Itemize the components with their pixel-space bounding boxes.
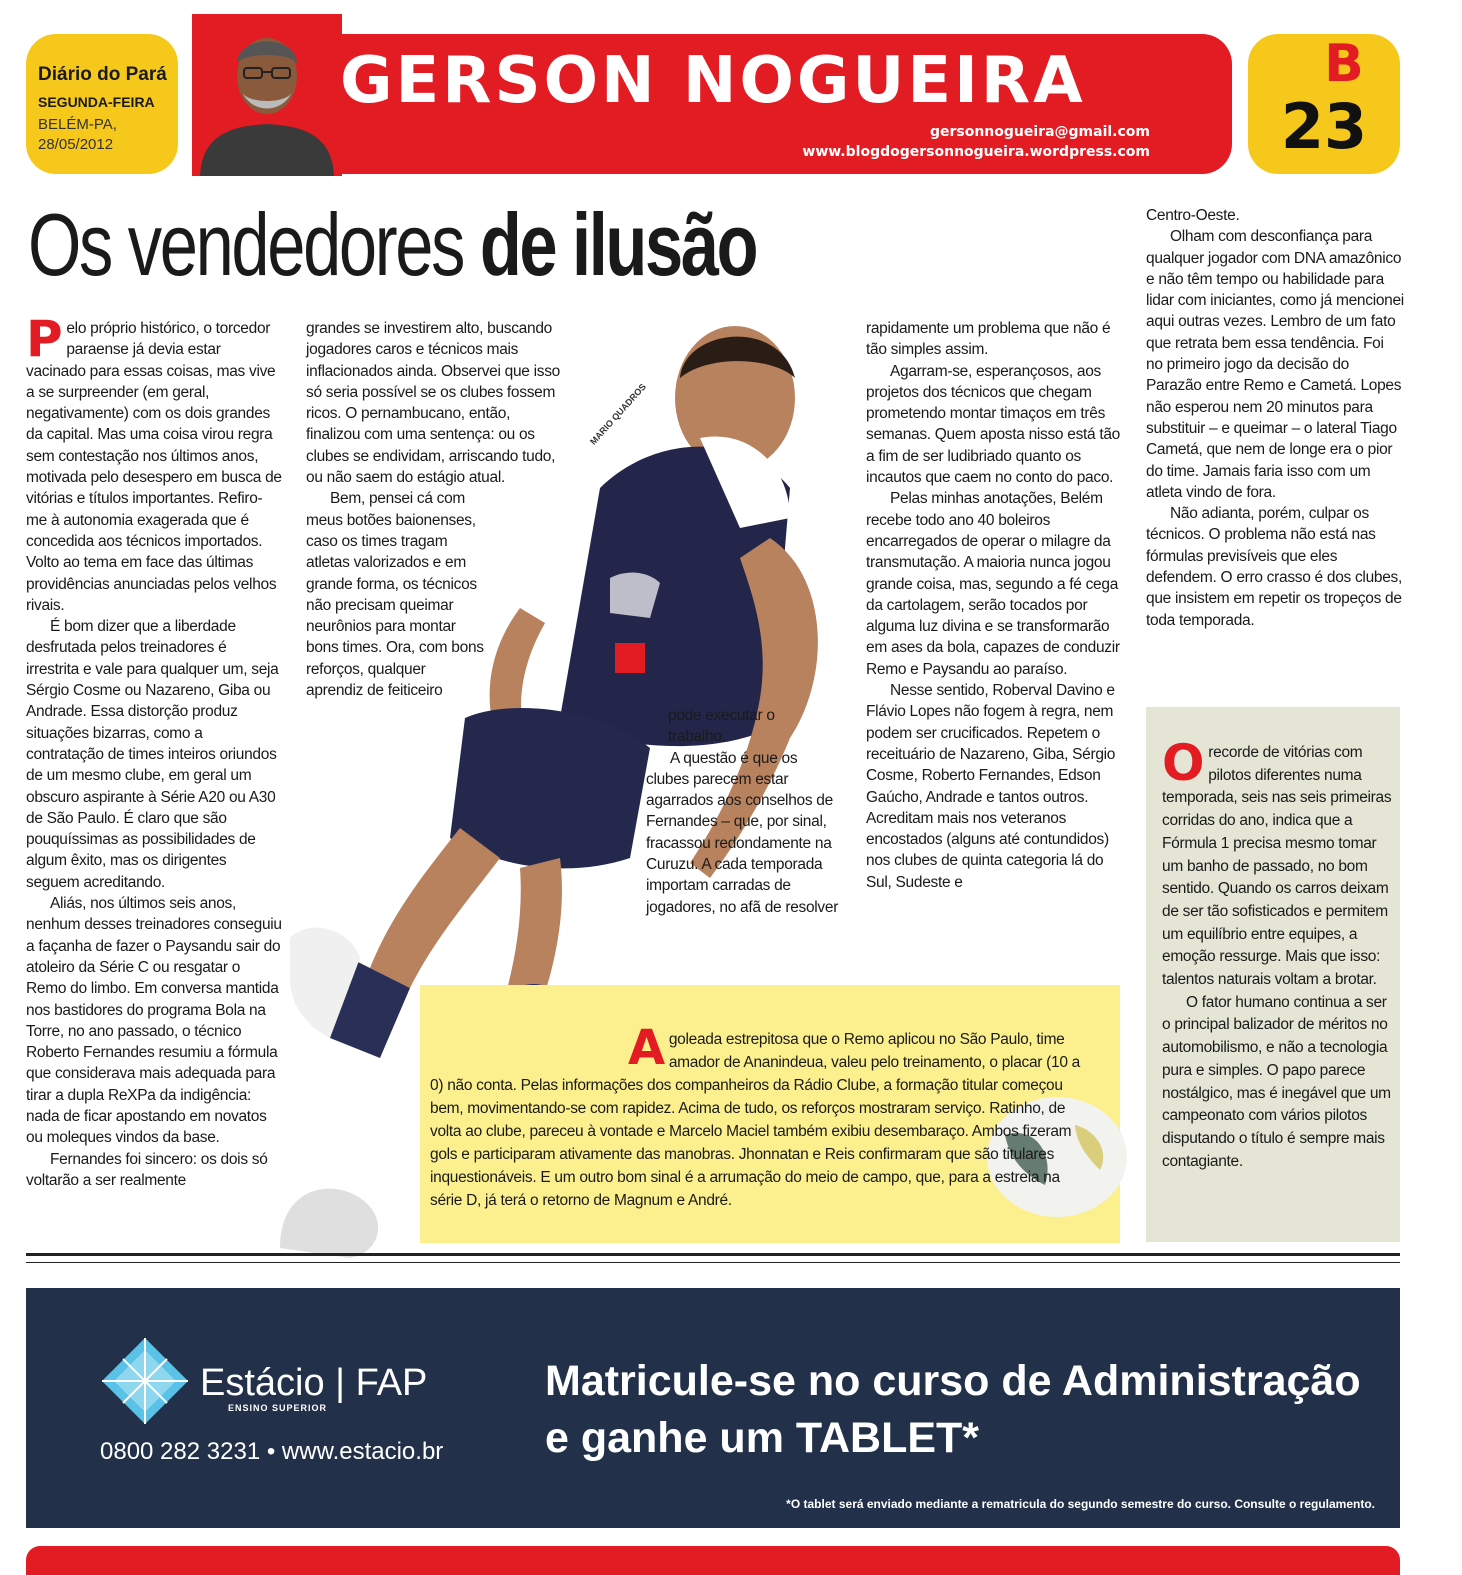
article-column-3: [866, 318, 1122, 893]
article-column-1: [26, 310, 282, 1191]
article-paragraph: Bem, pensei cá com meus botões baionenses, caso os times tragam atletas valorizados e em grande forma, os técnicos não precisam queimar neurônios para montar bons times. Ora, com bons reforços, qualquer aprendiz de feiticeiro: [306, 490, 484, 700]
article-column-2: [306, 318, 566, 701]
columnist-name: GERSON NOGUEIRA: [340, 44, 1086, 118]
divider-rule: [26, 1262, 1400, 1263]
article-paragraph: Fernandes foi sincero: os dois só voltarão a ser realmente: [26, 1150, 268, 1189]
page-number: 23: [1280, 90, 1368, 163]
estacio-logo-icon: [100, 1336, 190, 1426]
header-dateline-box: [26, 34, 178, 174]
article-column-2-continued: [646, 705, 846, 918]
ad-contact[interactable]: 0800 282 3231 • www.estacio.br: [100, 1438, 444, 1465]
article-paragraph: Pelo próprio histórico, o torcedor paraense já devia estar vacinado para essas coisas, mas vive a se surpreender (em geral, negativamente) com os dois grandes da capital. Mas uma coisa virou regra sem contestação nos últimos anos, motivada pelo desespero em busca de vitórias e títulos importantes. Refiro-me à autonomia exagerada que é concedida aos técnicos importados. Volto ao tema em face das últimas providências anunciadas pelos velhos rivais.: [26, 310, 282, 614]
article-paragraph: Nesse sentido, Roberval Davino e Flávio Lopes não fogem à regra, nem podem ser crucificados. Repetem o receituário de Nazareno, Giba, Sérgio Cosme, Roberto Fernandes, Edson Gaúcho, Andrade e tantos outros. Acreditam mais nos veteranos encostados (alguns até contundidos) nos clubes de quinta categoria lá do Sul, Sudeste e: [866, 682, 1116, 891]
article-paragraph: É bom dizer que a liberdade desfrutada pelos treinadores é irrestrita e vale para qualquer um, seja Sérgio Cosme ou Nazareno, Giba ou Andrade. Essa distorção produz situações bizarras, como a contratação de times inteiros oriundos de um mesmo clube, em geral um obscuro aspirante à Série A20 ou A30 de São Paulo. É claro que são pouquíssimas as possibilidades de algum êxito, mas os dirigentes seguem acreditando.: [26, 618, 279, 891]
article-paragraph: Aliás, nos últimos seis anos, nenhum desses treinadores conseguiu a façanha de fazer o Paysandu sair do atoleiro da Série C ou resgatar o Remo do limbo. Em conversa mantida nos bastidores do programa Bola na Torre, no ano passado, o técnico Roberto Fernandes resumiu a fórmula que considerava mais adequada para tirar a dupla ReXPa da indigência: nada de ficar apostando em novatos ou moleques vindos da base.: [26, 895, 282, 1147]
article-paragraph: pode executar o trabalho.: [668, 707, 775, 746]
headline: [28, 190, 902, 300]
sidebar-paragraph: O fator humano continua a ser o principal balizador de méritos no automobilismo, e não a tecnologia pura e simples. O papo parece nostálgico, mas é inegável que um campeonato com vários pilotos disputando o título é sempre mais contagiante.: [1162, 993, 1391, 1170]
divider-rule: [26, 1253, 1400, 1256]
columnist-photo: [192, 14, 342, 176]
article-paragraph: Pelas minhas anotações, Belém recebe todo ano 40 boleiros encarregados de operar o milagre da transmutação. A maioria nunca jogou grande coisa, mas, segundo a fé cega da cartolagem, serão tocados por alguma luz divina e se transformarão em ases da bola, capazes de conduzir Remo e Paysandu ao paraíso.: [866, 490, 1120, 678]
columnist-blog-link[interactable]: www.blogdogersonnogueira.wordpress.com: [802, 144, 1150, 160]
article-paragraph: grandes se investirem alto, buscando jogadores caros e técnicos mais inflacionados ainda. Observei que isso só seria possível se os clubes fossem ricos. O pernambucano, então, finalizou com uma sentença: ou os clubes se endividam, arriscando tudo, ou não saem do estágio atual.: [306, 320, 560, 487]
sidebar-text: [1162, 734, 1394, 1173]
article-paragraph: rapidamente um problema que não é tão simples assim.: [866, 320, 1111, 359]
ad-headline-line-2: e ganhe um TABLET*: [545, 1414, 980, 1462]
issue-date: 28/05/2012: [38, 136, 114, 153]
section-letter: B: [1324, 34, 1364, 94]
highlight-box-text: Agoleada estrepitosa que o Remo aplicou no São Paulo, time amador de Ananindeua, valeu pelo treinamento, o placar (10 a 0) não conta. Pelas informações dos companheiros da Rádio Clube, a formação titular começou bem, movimentando-se com rapidez. Acima de tudo, os reforços mostraram serviço. Ratinho, de volta ao clube, pareceu à vontade e Marcelo Maciel também exibiu desembaraço. Ambos fizeram gols e participaram ativamente das manobras. Jhonnatan e Reis confirmaram que são titulares inquestionáveis. E um outro bom sinal é a arrumação do meio de campo, que, para a estreia na série D, já terá o retorno de Magnum e André.: [430, 1020, 1080, 1209]
city: BELÉM-PA,: [38, 116, 117, 133]
ad-brand: Estácio | FAP: [200, 1362, 428, 1404]
paper-name: Diário do Pará: [38, 64, 167, 85]
columnist-email[interactable]: gersonnogueira@gmail.com: [929, 124, 1150, 140]
drop-cap: P: [26, 310, 63, 368]
article-paragraph: Não adianta, porém, culpar os técnicos. O problema não está nas fórmulas previsíveis que eles defendem. O erro crasso é dos clubes, que insistem em repetir os tropeços de toda temporada.: [1146, 505, 1402, 629]
article-paragraph: Olham com desconfiança para qualquer jogador com DNA amazônico e não têm tempo ou habilidade para lidar com iniciantes, como já mencionei aqui outras vezes. Lembro de um fato que retrata bem essa tendência. Foi no primeiro jogo da decisão do Parazão entre Remo e Cametá. Lopes não esperou nem 20 minutos para substituir – e queimar – o lateral Tiago Cametá, que nem de longe era o pior do time. Jamais faria isso com um atleta vindo de fora.: [1146, 228, 1404, 501]
article-paragraph: Centro-Oeste.: [1146, 207, 1240, 224]
drop-cap: O: [1162, 734, 1205, 792]
headline-light: Os vendedores: [28, 195, 464, 294]
ad-brand-subtitle: ENSINO SUPERIOR: [228, 1403, 328, 1413]
headline-bold: de ilusão: [479, 195, 757, 294]
sidebar-paragraph: Orecorde de vitórias com pilotos diferentes numa temporada, seis nas seis primeiras corridas do ano, indica que a Fórmula 1 precisa mesmo tomar um banho de passado, no bom sentido. Quando os carros deixam de ser tão sofisticados e permitem um equilíbrio entre equipes, a emoção ressurge. Mais que isso: talentos naturais voltam a brotar.: [1162, 734, 1392, 989]
article-paragraph: A questão é que os clubes parecem estar agarrados aos conselhos de Fernandes – que, por sinal, fracassou redondamente na Curuzu. A cada temporada importam carradas de jogadores, no afã de resolver: [646, 749, 839, 916]
ad-footnote: *O tablet será enviado mediante a rematricula do segundo semestre do curso. Consulte o regulamento.: [786, 1497, 1375, 1511]
weekday: SEGUNDA-FEIRA: [38, 94, 155, 110]
article-paragraph: Agarram-se, esperançosos, aos projetos dos técnicos que chegam prometendo montar timaços em três semanas. Quem aposta nisso está tão a fim de ser ludibriado quanto os incautos que caem no conto do paco.: [866, 362, 1121, 487]
article-column-4: [1146, 205, 1404, 631]
footer-red-bar: [26, 1546, 1400, 1575]
ad-headline-line-1: Matricule-se no curso de Administração: [545, 1357, 1361, 1405]
drop-cap: A: [628, 1020, 665, 1076]
photo-credit: MARIO QUADROS: [588, 381, 648, 447]
